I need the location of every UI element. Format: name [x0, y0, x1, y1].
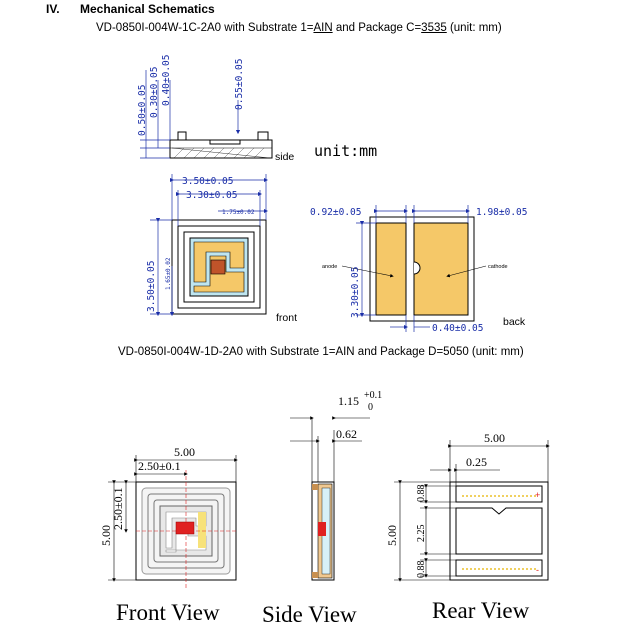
- caption-substrate: AIN: [313, 22, 333, 34]
- bs-dim-1: +0.1: [364, 390, 383, 401]
- minus-marker: -: [536, 565, 539, 575]
- front-dim-4: 1.65±0.02: [165, 257, 172, 290]
- rear-view-label: Rear View: [432, 598, 530, 623]
- bf-dim-3: 2.50±0.1: [111, 487, 125, 530]
- front-label: front: [276, 312, 298, 324]
- caption-package-d: VD-0850I-004W-1D-2A0 with Substrate 1=AIN and Package D=5050 (unit: mm): [118, 346, 524, 358]
- back-dim-3: 0.40±0.05: [432, 323, 484, 334]
- bf-dim-2: 5.00: [99, 525, 113, 546]
- side-dim-0: 0.50±0.05: [137, 84, 148, 136]
- front-dim-3: 3.50±0.05: [146, 260, 157, 312]
- bf-dim-1: 2.50±0.1: [138, 459, 181, 473]
- caption-prefix: VD-0850I-004W-1C-2A0 with Substrate 1=: [96, 22, 314, 34]
- unit-label: unit:mm: [314, 142, 378, 160]
- side-view-label: Side View: [262, 602, 357, 627]
- back-dim-1: 1.98±0.05: [476, 207, 528, 218]
- front-dim-1: 3.30±0.05: [186, 190, 238, 201]
- bottom-front-view: [108, 455, 236, 590]
- br-dim-2: 5.00: [385, 525, 399, 546]
- side-dim-1: 0.30±0.05: [149, 66, 160, 118]
- back-label: back: [503, 316, 526, 328]
- plus-marker: +: [535, 490, 541, 500]
- section-title: Mechanical Schematics: [80, 2, 215, 16]
- br-dim-1: 0.25: [466, 455, 487, 469]
- bs-dim-2: 0: [368, 402, 373, 413]
- bf-dim-0: 5.00: [174, 445, 195, 459]
- bs-dim-3: 0.62: [336, 427, 357, 441]
- side-dim-2: 0.40±0.05: [161, 54, 172, 106]
- br-dim-4: 2.25: [416, 524, 427, 542]
- bs-dim-0: 1.15: [338, 394, 359, 408]
- section-number: IV.: [46, 2, 60, 16]
- side-label: side: [275, 151, 295, 163]
- anode-label: anode: [322, 264, 338, 270]
- caption-mid: and Package C=: [332, 22, 422, 34]
- br-dim-5: 0.88: [416, 560, 427, 578]
- side-dim-3: 0.55±0.05: [234, 58, 245, 110]
- back-dim-0: 0.92±0.05: [310, 207, 362, 218]
- back-dim-2: 3.30±0.05: [350, 266, 361, 318]
- br-dim-3: 0.88: [416, 484, 427, 502]
- bottom-side-view: [290, 418, 370, 580]
- caption-suffix: (unit: mm): [446, 22, 502, 34]
- br-dim-0: 5.00: [484, 431, 505, 445]
- front-dim-2: 1.75±0.02: [222, 209, 255, 216]
- front-dim-0: 3.50±0.05: [182, 176, 234, 187]
- top-back-view: [342, 205, 486, 332]
- cathode-label: cathode: [488, 264, 508, 270]
- caption-package: 3535: [421, 22, 447, 34]
- front-view-label: Front View: [116, 600, 220, 625]
